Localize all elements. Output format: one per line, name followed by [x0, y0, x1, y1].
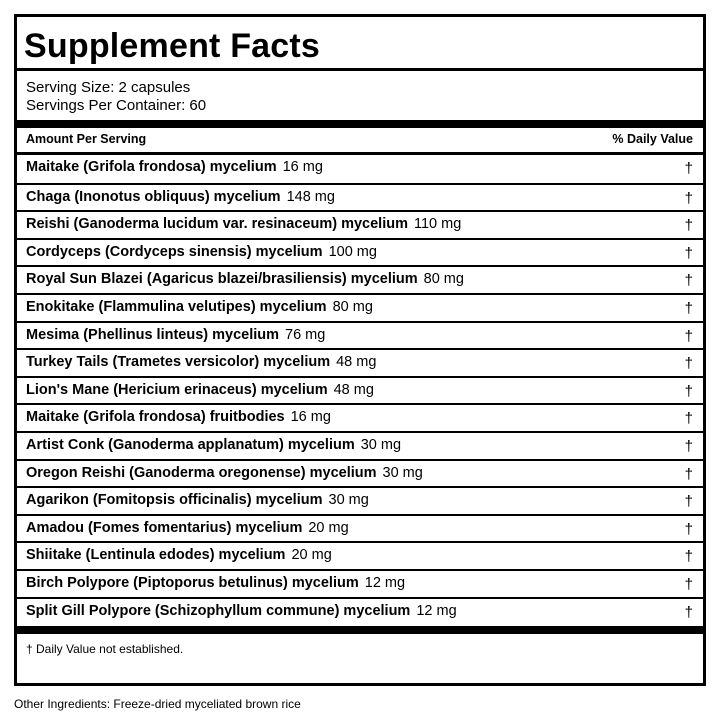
ingredient-row [17, 183, 703, 211]
ingredient-amount: 76 mg [285, 326, 326, 343]
ingredient-row [17, 569, 703, 597]
ingredient-name [26, 547, 332, 563]
ingredient-row [17, 210, 703, 238]
serving-info [26, 79, 206, 115]
daily-value-dagger: † [684, 548, 693, 566]
supplement-facts-panel [14, 14, 706, 686]
ingredient-label: Maitake (Grifola frondosa) mycelium [26, 159, 277, 175]
ingredient-row [17, 459, 703, 487]
ingredient-label: Maitake (Grifola frondosa) fruitbodies [26, 409, 285, 426]
ingredient-name [26, 216, 461, 232]
ingredient-label: Cordyceps (Cordyceps sinensis) mycelium [26, 243, 323, 260]
ingredient-row [17, 514, 703, 542]
bottom-thick-rule [17, 626, 703, 634]
daily-value-dagger: † [684, 382, 693, 400]
ingredient-label: Amadou (Fomes fomentarius) mycelium [26, 519, 303, 536]
daily-value-header: % Daily Value [612, 132, 693, 146]
ingredient-name [26, 492, 369, 508]
daily-value-dagger: † [684, 520, 693, 538]
ingredient-name [26, 327, 325, 343]
ingredient-amount: 30 mg [328, 492, 369, 509]
ingredient-name [26, 520, 349, 536]
ingredient-amount: 80 mg [423, 271, 464, 288]
ingredient-amount: 148 mg [286, 188, 335, 205]
ingredient-amount: 80 mg [332, 298, 373, 315]
ingredient-list [17, 155, 703, 624]
ingredient-row [17, 348, 703, 376]
ingredient-row [17, 321, 703, 349]
footnote: † Daily Value not established. [26, 642, 184, 656]
divider-rule [17, 68, 703, 71]
ingredient-name [26, 299, 373, 315]
ingredient-name [26, 437, 401, 453]
ingredient-row [17, 431, 703, 459]
ingredient-name [26, 354, 376, 370]
daily-value-dagger: † [684, 299, 693, 317]
ingredient-amount: 16 mg [282, 159, 323, 175]
other-ingredients: Other Ingredients: Freeze-dried myceliated brown rice [14, 697, 301, 711]
ingredient-label: Royal Sun Blazei (Agaricus blazei/brasiliensis) mycelium [26, 271, 418, 288]
daily-value-dagger: † [684, 437, 693, 455]
ingredient-label: Turkey Tails (Trametes versicolor) mycelium [26, 354, 331, 371]
ingredient-amount: 20 mg [308, 519, 349, 536]
daily-value-dagger: † [684, 355, 693, 373]
panel-title: Supplement Facts [24, 27, 321, 65]
daily-value-dagger: † [684, 410, 693, 428]
daily-value-dagger: † [684, 327, 693, 345]
daily-value-dagger: † [684, 160, 693, 177]
ingredient-label: Enokitake (Flammulina velutipes) mycelium [26, 298, 327, 315]
daily-value-dagger: † [684, 493, 693, 511]
ingredient-amount: 48 mg [333, 381, 374, 398]
ingredient-row [17, 403, 703, 431]
amount-per-serving-header: Amount Per Serving [26, 132, 147, 146]
ingredient-name [26, 382, 374, 398]
ingredient-amount: 100 mg [328, 243, 377, 260]
daily-value-dagger: † [684, 244, 693, 262]
ingredient-label: Mesima (Phellinus linteus) mycelium [26, 326, 280, 343]
ingredient-amount: 12 mg [364, 574, 406, 591]
ingredient-name [26, 409, 331, 425]
ingredient-row [17, 486, 703, 514]
ingredient-amount: 110 mg [413, 216, 462, 233]
serving-size: Serving Size: 2 capsules [26, 79, 191, 96]
ingredient-row [17, 265, 703, 293]
daily-value-dagger: † [684, 575, 693, 593]
ingredient-row [17, 376, 703, 404]
ingredient-amount: 16 mg [290, 409, 331, 426]
ingredient-name [26, 189, 335, 205]
thick-divider-rule [17, 120, 703, 128]
daily-value-dagger: † [684, 217, 693, 235]
ingredient-label: Artist Conk (Ganoderma applanatum) mycelium [26, 436, 355, 453]
daily-value-dagger: † [684, 272, 693, 290]
ingredient-row [17, 238, 703, 266]
ingredient-name [26, 271, 464, 287]
ingredient-amount: 30 mg [382, 464, 423, 481]
servings-per-container: Servings Per Container: 60 [26, 97, 207, 114]
daily-value-dagger: † [684, 603, 693, 621]
ingredient-label: Shiitake (Lentinula edodes) mycelium [26, 547, 286, 564]
daily-value-dagger: † [684, 465, 693, 483]
ingredient-name [26, 244, 377, 260]
ingredient-label: Agarikon (Fomitopsis officinalis) mycelium [26, 492, 323, 509]
ingredient-row [17, 155, 703, 183]
ingredient-name [26, 465, 423, 481]
ingredient-label: Birch Polypore (Piptoporus betulinus) mycelium [26, 574, 359, 591]
ingredient-label: Chaga (Inonotus obliquus) mycelium [26, 188, 281, 205]
ingredient-row [17, 597, 703, 625]
ingredient-amount: 48 mg [336, 354, 377, 371]
ingredient-name [26, 159, 323, 175]
daily-value-dagger: † [684, 189, 693, 207]
ingredient-amount: 20 mg [291, 547, 332, 564]
ingredient-name [26, 603, 457, 619]
ingredient-row [17, 541, 703, 569]
ingredient-label: Split Gill Polypore (Schizophyllum commune) mycelium [26, 602, 411, 619]
ingredient-label: Reishi (Ganoderma lucidum var. resinaceum) mycelium [26, 216, 408, 233]
ingredient-label: Oregon Reishi (Ganoderma oregonense) mycelium [26, 464, 377, 481]
ingredient-row [17, 293, 703, 321]
ingredient-label: Lion's Mane (Hericium erinaceus) mycelium [26, 381, 328, 398]
ingredient-amount: 30 mg [360, 436, 402, 453]
ingredient-amount: 12 mg [416, 602, 457, 619]
ingredient-name [26, 575, 405, 591]
